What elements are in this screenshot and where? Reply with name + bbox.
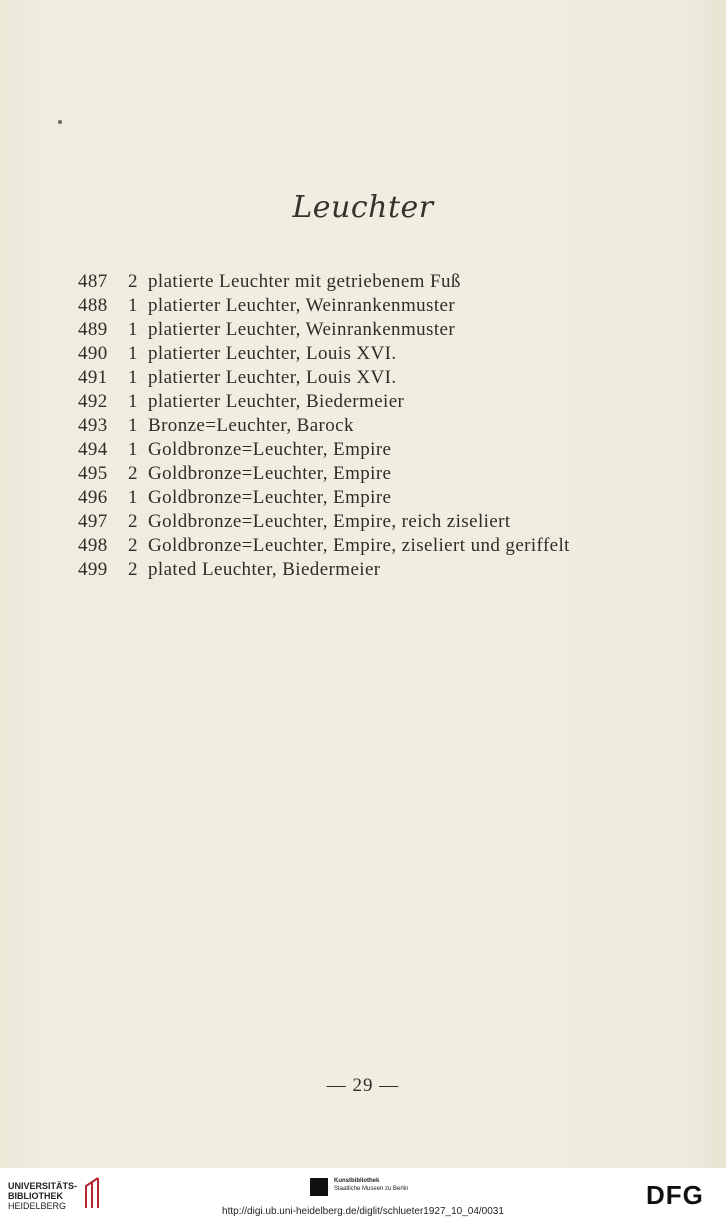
entry-description: platierte Leuchter mit getriebenem Fuß [148, 271, 461, 292]
section-heading: Leuchter [292, 190, 434, 225]
entry-description: Goldbronze=Leuchter, Empire [148, 487, 392, 508]
catalog-entry [78, 294, 678, 318]
entry-quantity: 1 [128, 295, 138, 316]
entry-description: platierter Leuchter, Weinrankenmuster [148, 319, 456, 340]
kunstbibliothek-logo-text[interactable] [334, 1177, 408, 1193]
entry-quantity: 1 [128, 319, 138, 340]
kunstbibliothek-title: Kunstbibliothek [334, 1178, 380, 1184]
entry-quantity: 2 [128, 511, 138, 532]
entry-number: 497 [78, 511, 108, 532]
catalog-entry [78, 414, 678, 438]
kunstbibliothek-logo-icon [310, 1178, 328, 1196]
entry-quantity: 1 [128, 367, 138, 388]
entry-description: Goldbronze=Leuchter, Empire [148, 463, 392, 484]
dfg-logo[interactable]: DFG [646, 1180, 704, 1210]
entry-number: 499 [78, 559, 108, 580]
catalog-entry [78, 366, 678, 390]
entry-quantity: 1 [128, 439, 138, 460]
kunstbibliothek-subtitle: Staatliche Museen zu Berlin [334, 1186, 409, 1192]
catalog-entry [78, 438, 678, 462]
entry-quantity: 1 [128, 487, 138, 508]
entry-number: 490 [78, 343, 108, 364]
catalog-entry [78, 462, 678, 486]
entry-description: Goldbronze=Leuchter, Empire, ziseliert und geriffelt [148, 535, 570, 556]
entry-description: platierter Leuchter, Weinrankenmuster [148, 295, 456, 316]
entry-quantity: 2 [128, 463, 138, 484]
entry-quantity: 1 [128, 391, 138, 412]
university-logo-line-2: BIBLIOTHEK [8, 1191, 63, 1201]
entry-description: Goldbronze=Leuchter, Empire [148, 439, 392, 460]
entry-number: 496 [78, 487, 108, 508]
entry-quantity: 1 [128, 343, 138, 364]
digitization-footer [0, 1168, 726, 1220]
catalog-entry-list [78, 270, 678, 582]
university-logo-line-3: HEIDELBERG [8, 1201, 67, 1211]
catalog-entry [78, 318, 678, 342]
entry-number: 493 [78, 415, 108, 436]
entry-number: 488 [78, 295, 108, 316]
entry-number: 491 [78, 367, 108, 388]
entry-quantity: 2 [128, 559, 138, 580]
catalog-entry [78, 342, 678, 366]
ink-speck [58, 120, 62, 124]
entry-description: platierter Leuchter, Louis XVI. [148, 343, 397, 364]
catalog-entry [78, 486, 678, 510]
university-emblem-icon [80, 1176, 102, 1210]
entry-quantity: 2 [128, 535, 138, 556]
entry-description: platierter Leuchter, Louis XVI. [148, 367, 397, 388]
entry-number: 494 [78, 439, 108, 460]
catalog-entry [78, 270, 678, 294]
permalink-url[interactable]: http://digi.ub.uni-heidelberg.de/diglit/schlueter1927_10_04/0031 [222, 1206, 504, 1217]
university-logo-line-1: UNIVERSITÄTS- [8, 1181, 78, 1191]
catalog-entry [78, 534, 678, 558]
entry-number: 489 [78, 319, 108, 340]
entry-number: 498 [78, 535, 108, 556]
entry-description: Bronze=Leuchter, Barock [148, 415, 354, 436]
entry-number: 487 [78, 271, 108, 292]
entry-description: Goldbronze=Leuchter, Empire, reich ziseliert [148, 511, 511, 532]
entry-description: plated Leuchter, Biedermeier [148, 559, 381, 580]
entry-description: platierter Leuchter, Biedermeier [148, 391, 405, 412]
page-number: — 29 — [326, 1075, 400, 1096]
entry-quantity: 1 [128, 415, 138, 436]
catalog-entry [78, 390, 678, 414]
catalog-entry [78, 558, 678, 582]
entry-number: 492 [78, 391, 108, 412]
entry-number: 495 [78, 463, 108, 484]
entry-quantity: 2 [128, 271, 138, 292]
catalog-entry [78, 510, 678, 534]
